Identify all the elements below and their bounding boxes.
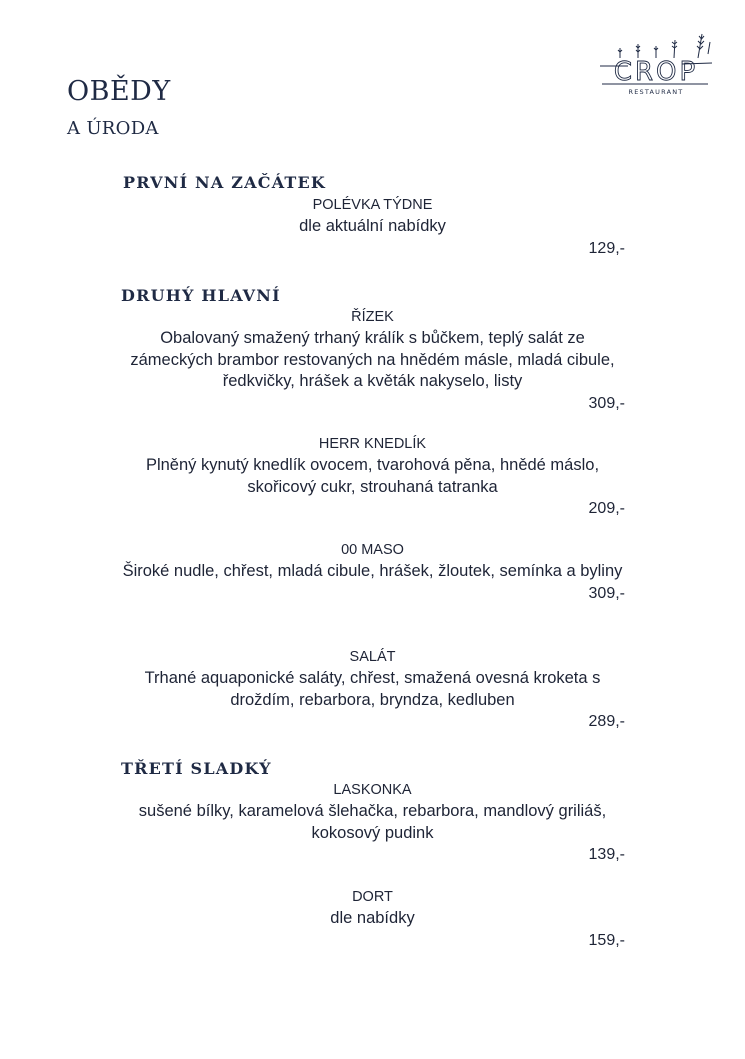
section-title-first: PRVNÍ NA ZAČÁTEK [123,173,327,192]
dish-price: 209,- [588,500,625,517]
dish-description: sušené bílky, karamelová šlehačka, rebarbora, mandlový griliáš, kokosový pudink [138,802,607,842]
menu-item [120,307,625,414]
dish-price: 309,- [588,584,625,602]
dish-description: Plněný kynutý knedlík ovocem, tvarohová pěna, hnědé máslo, skořicový cukr, strouhaná tatranka [145,456,600,496]
menu-item [120,195,625,259]
dish-description: Široké nudle, chřest, mladá cibule, hrášek, žloutek, semínka a byliny [122,562,623,580]
dish-name: 00 MASO [341,542,404,558]
page-subtitle: A ÚRODA [67,118,159,139]
dish-name: DORT [352,889,393,905]
dish-description: Trhané aquaponické saláty, chřest, smažená ovesná kroketa s droždím, rebarbora, bryndza, kedluben [144,669,601,709]
section-title-dessert: TŘETÍ SLADKÝ [121,759,272,778]
logo-wordmark: CROP [613,57,699,87]
menu-item [120,540,625,604]
dish-price: 129,- [588,239,625,257]
menu-item [120,887,625,951]
dish-price: 289,- [588,713,625,730]
dish-description: dle aktuální nabídky [299,217,446,235]
menu-item [120,434,625,520]
dish-name: ŘÍZEK [351,309,394,325]
dish-name: LASKONKA [333,782,412,798]
dish-price: 139,- [588,846,625,863]
dish-price: 309,- [588,394,625,412]
dish-name: SALÁT [349,649,396,665]
dish-name: HERR KNEDLÍK [318,436,427,452]
menu-item [120,647,625,733]
crop-restaurant-logo [598,30,714,100]
dish-price: 159,- [588,931,625,949]
page-title: OBĚDY [67,76,171,107]
dish-description: dle nabídky [330,909,415,927]
logo-subtext: RESTAURANT [628,88,684,96]
dish-description: Obalovaný smažený trhaný králík s bůčkem, teplý salát ze zámeckých brambor restovaných na hnědém másle, mladá cibule, ředkvičky, hrášek a květák nakyselo, listy [130,329,615,390]
menu-item [120,780,625,866]
dish-name: POLÉVKA TÝDNE [312,197,433,213]
section-title-main: DRUHÝ HLAVNÍ [121,286,281,305]
